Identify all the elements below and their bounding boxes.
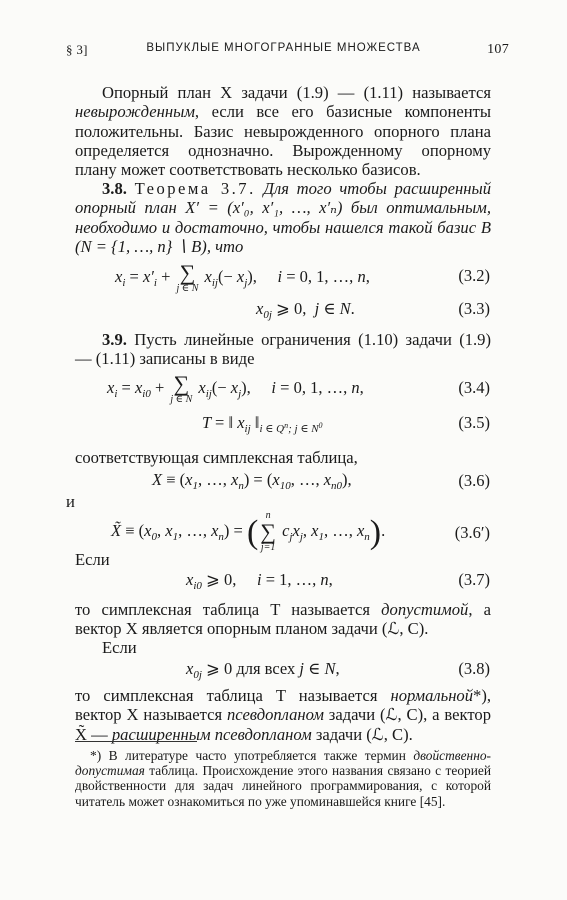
term-dual-feasible: двойственно-допустимая	[75, 748, 491, 779]
equation-3-4: $x_i = x_{i0}$ + ∑ j ∈ N $x_{ij}(- x_j)$, i = 0, 1, …, n,	[107, 371, 364, 405]
equation-number: (3.3)	[458, 299, 490, 318]
term-nondegenerate: невырожденным	[75, 102, 195, 122]
equation-number: (3.2)	[458, 266, 490, 285]
equation-3-8: $x_{0j}$ ⩾ 0 для всех j ∈ N,	[186, 659, 340, 681]
footnote-rule	[75, 741, 197, 742]
equation-number: (3.8)	[458, 659, 490, 678]
paragraph-simplex-table: соответствующая симплексная таблица,	[75, 448, 358, 467]
equation-3-6-prime: X̃ ≡ ($x_0$, $x_1$, …, $x_n$) = ( n ∑ j=1 $c_jx_j$, $x_1$, …, $x_n$).	[111, 510, 386, 553]
paragraph-3-9: 3.9. Пусть линейные ограничения (1.10) задачи (1.9) — (1.11) записаны в виде	[75, 330, 491, 369]
equation-3-7: $x_{i0}$ ⩾ 0, i = 1, …, n,	[186, 570, 333, 592]
running-title: ВЫПУКЛЫЕ МНОГОГРАННЫЕ МНОЖЕСТВА	[146, 42, 421, 54]
item-number: 3.8.	[102, 179, 127, 198]
theorem-3-7	[75, 179, 491, 256]
theorem-statement: Для того чтобы расширенный опорный план X′ = (x′₀, x′₁, …, x′ₙ) был оптимальным, необходимо и достаточно, чтобы нашелся такой базис B (N = {1, …, n} ∖ B), что	[75, 179, 492, 256]
page-number: 107	[487, 42, 509, 57]
item-number: 3.9.	[102, 330, 127, 349]
equation-number: (3.5)	[458, 413, 490, 432]
term-pseudoplan: псевдопланом	[227, 705, 324, 725]
section-marker: § 3]	[66, 42, 88, 57]
term-extended-pseudoplan: расширенным псевдопланом	[111, 724, 312, 744]
conjunction-and: и	[66, 492, 75, 511]
word-if: Если	[75, 550, 110, 569]
equation-3-3: $x_{0j}$ ⩾ 0, j ∈ N.	[256, 299, 355, 321]
equation-number: (3.6)	[458, 471, 490, 490]
equation-3-5: T = ‖ $x_{ij}$ $‖_{i \in Q^n; j \in N^0}$	[202, 413, 323, 435]
equation-3-6: $X \equiv (x_1$, …, $x_n) = (x_{10}$, …, $x_{n0}$),	[152, 470, 352, 492]
equation-number: (3.7)	[458, 570, 490, 589]
equation-number: (3.4)	[458, 378, 490, 397]
paragraph-normal: то симплексная таблица T называется нормальной*), вектор X называется псевдопланом задачи (ℒ, C), а вектор X̃ — расширенным псевдопланом задачи (ℒ, C).	[75, 686, 491, 744]
paragraph-nondegenerate: Опорный план X задачи (1.9) — (1.11) называется невырожденным, если все его базисные компоненты положительны. Базис невырожденного опорного плана определяется однозначно. Вырожденному опорному плану может соответствовать несколько базисов.	[75, 83, 491, 180]
term-normal: нормальной	[390, 686, 474, 705]
term-feasible: допустимой	[381, 600, 469, 619]
theorem-label: Теорема 3.7.	[134, 179, 256, 198]
footnote: *) В литературе часто употребляется также термин двойственно-допустимая таблица. Происхождение этого названия связано с теорией двойственности для задач линейного программирования, с которой читатель может ознакомиться по уже упоминавшейся книге [45].	[75, 748, 491, 809]
paragraph-feasible: то симплексная таблица T называется допустимой, а вектор X является опорным планом задачи (ℒ, C).	[75, 600, 492, 639]
equation-number: (3.6′)	[454, 523, 490, 542]
equation-3-2: $x_i = x'_i$ + ∑ j ∈ N $x_{ij}(- x_j)$, i = 0, 1, …, n,	[115, 260, 370, 294]
word-if: Если	[102, 638, 137, 657]
